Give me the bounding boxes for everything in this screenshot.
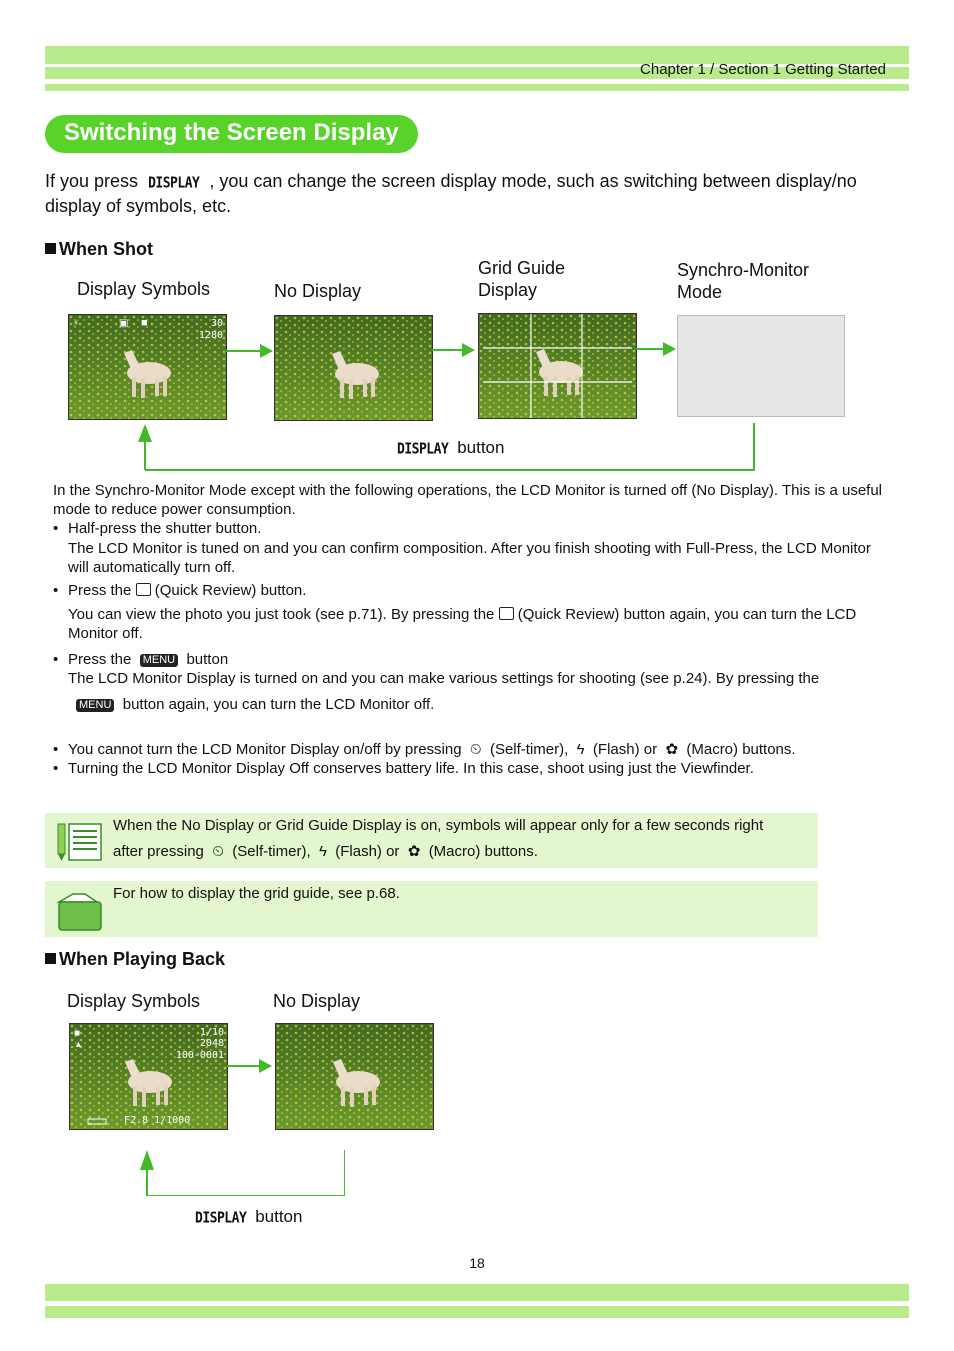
bullet-dot: • <box>53 520 59 537</box>
macro-icon: ✿ <box>661 741 683 758</box>
intro-after: , you can change the screen display mode, such as switching between display/no display of symbols, etc. <box>45 171 857 216</box>
loop-line-bottom <box>145 469 755 471</box>
mode-label-grid-guide: Grid Guide Display <box>478 258 566 300</box>
playback-label-display-symbols: Display Symbols <box>67 991 201 1011</box>
loop-line-right <box>344 1150 345 1196</box>
section-title: Switching the Screen Display <box>64 119 399 146</box>
mode-icon: ▣ <box>119 318 129 329</box>
bullet-dot: • <box>53 651 59 668</box>
flash-icon: ϟ <box>314 843 332 860</box>
osd-frame-count: 1/10 <box>199 1027 224 1038</box>
bullet-dot: • <box>53 741 59 758</box>
bullet-half-press-text: The LCD Monitor is tuned on and you can confirm composition. After you finish shooting with Full-Press, the LCD Monitor will automatically turn off. <box>68 540 871 576</box>
display-key-icon: DISPLAY <box>195 1209 247 1228</box>
menu-key-icon: MENU <box>140 654 178 667</box>
osd-image-size: 2048 <box>199 1038 224 1049</box>
loop-line-left <box>146 1168 148 1196</box>
synchro-monitor-blank-screen <box>677 315 845 417</box>
arrow-up-icon <box>140 1150 154 1170</box>
bullet-half-press-title: Half-press the shutter button. <box>68 520 262 537</box>
display-key-icon: DISPLAY <box>148 174 200 193</box>
osd-remaining-count: 30 <box>210 318 223 329</box>
footer-band-top <box>45 1284 909 1301</box>
osd-image-size: 1280 <box>198 330 223 341</box>
quick-review-icon <box>499 607 514 620</box>
playback-display-button-caption: DISPLAY button <box>195 1207 303 1228</box>
header-band-bottom <box>45 84 909 91</box>
bullet-menu-text-2: MENU button again, you can turn the LCD Monitor off. <box>76 695 434 714</box>
bullet-square-icon <box>45 953 56 964</box>
bullet-battery: Turning the LCD Monitor Display Off conserves battery life. In this case, shoot using just the Viewfinder. <box>68 760 754 777</box>
section-title-pill <box>45 115 418 153</box>
photo-grid-guide <box>478 313 637 419</box>
flash-icon: ⚡ <box>73 318 80 329</box>
bullet-quick-review-title: Press the (Quick Review) button. <box>68 582 307 599</box>
page-number: 18 <box>469 1255 485 1271</box>
loop-line-bottom <box>147 1195 345 1196</box>
bullet-quick-review-text: You can view the photo you just took (see p.71). By pressing the (Quick Review) button again, you can turn the LCD Monitor off. <box>68 606 857 642</box>
osd-exposure: F2.8 1/1000 <box>124 1115 191 1126</box>
note-box-grid-guide <box>45 881 818 937</box>
self-timer-icon: ⏲ <box>208 843 229 860</box>
menu-key-icon: MENU <box>76 699 114 712</box>
mode-label-synchro-monitor: Synchro-Monitor Mode <box>677 260 810 302</box>
bullet-square-icon <box>45 243 56 254</box>
playback-photo-symbols <box>69 1023 228 1130</box>
self-timer-icon: ⏲ <box>465 741 486 758</box>
loop-line-right <box>753 423 755 470</box>
quick-review-icon <box>136 583 151 596</box>
synchro-intro: In the Synchro-Monitor Mode except with the following operations, the LCD Monitor is turned off (No Display). This is a useful mode to reduce power consumption. <box>53 482 883 518</box>
arrow-right-icon <box>663 342 676 356</box>
arrow-right-icon <box>259 1059 272 1073</box>
when-playing-heading: When Playing Back <box>45 949 225 970</box>
display-key-icon: DISPLAY <box>397 440 449 459</box>
arrow-right-icon <box>260 344 273 358</box>
display-button-caption: DISPLAY button <box>397 438 505 459</box>
memo-icon <box>55 821 103 863</box>
arrow-up-icon <box>138 424 152 442</box>
bullet-dot: • <box>53 582 59 599</box>
bullet-menu-title: Press the MENU button <box>68 651 229 668</box>
camera-icon: ■ <box>74 1028 81 1039</box>
folder-icon <box>55 888 103 932</box>
mode-label-no-display: No Display <box>274 281 362 301</box>
playback-photo-no-display <box>275 1023 434 1130</box>
when-shot-heading: When Shot <box>45 239 153 260</box>
chapter-label: Chapter 1 / Section 1 Getting Started <box>640 61 886 78</box>
loop-line-left <box>144 440 146 470</box>
note-box-symbols <box>45 813 818 868</box>
flash-icon: ϟ <box>572 741 589 758</box>
macro-icon: ✿ <box>403 843 425 860</box>
intro-paragraph <box>45 170 915 218</box>
intro-before: If you press <box>45 171 139 191</box>
osd-file-number: 100-0001 <box>175 1050 224 1061</box>
photo-no-display <box>274 315 433 421</box>
mode-label-display-symbols: Display Symbols <box>77 279 211 299</box>
note-symbols-text: When the No Display or Grid Guide Display is on, symbols will appear only for a few seconds right after pressing ⏲ (Self-timer), ϟ (Flash) or ✿ (Macro) buttons. <box>113 817 764 860</box>
photo-display-symbols <box>68 314 227 420</box>
bullet-cannot-turn: You cannot turn the LCD Monitor Display on/off by pressing ⏲ (Self-timer), ϟ (Flash) or ✿ (Macro) buttons. <box>68 741 796 758</box>
footer-band-bottom <box>45 1306 909 1318</box>
playback-label-no-display: No Display <box>273 991 361 1011</box>
bullet-dot: • <box>53 760 59 777</box>
camera-icon: ■ <box>141 317 148 329</box>
note-grid-guide-text: For how to display the grid guide, see p.68. <box>113 885 400 902</box>
bullet-menu-text: The LCD Monitor Display is turned on and you can make various settings for shooting (see p.24). By pressing the <box>68 670 820 687</box>
protect-icon: ▲ <box>74 1039 83 1049</box>
arrow-right-icon <box>462 343 475 357</box>
